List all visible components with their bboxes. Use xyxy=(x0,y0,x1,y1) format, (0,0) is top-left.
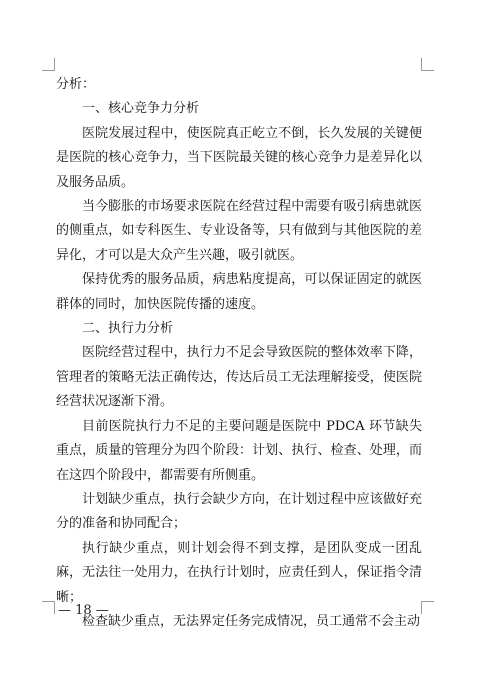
paragraph: 医院发展过程中，使医院真正屹立不倒，长久发展的关键便是医院的核心竞争力，当下医院最关键的核心竞争力是差异化以及服务品质。 xyxy=(56,125,422,190)
paragraph: 分析： xyxy=(56,77,96,92)
crop-mark-bottom-right xyxy=(421,601,434,614)
paragraph: 检查缺少重点，无法界定任务完成情况，员工通常不会主动 xyxy=(82,613,421,629)
crop-mark-top-left xyxy=(42,58,55,71)
paragraph: 执行缺少重点，则计划会得不到支撑，是团队变成一团乱麻，无法往一处用力，在执行计划时，应责任到人，保证指令清晰； xyxy=(56,540,422,605)
section-heading-execution: 二、执行力分析 xyxy=(82,321,174,337)
paragraph: 当今膨胀的市场要求医院在经营过程中需要有吸引病患就医的侧重点，如专科医生、专业设备等，只有做到与其他医院的差异化，才可以是大众产生兴趣，吸引就医。 xyxy=(56,199,422,263)
page-number: — 18 — xyxy=(58,603,109,618)
paragraph: 计划缺少重点，执行会缺少方向，在计划过程中应该做好充分的准备和协同配合； xyxy=(56,491,422,532)
paragraph: 目前医院执行力不足的主要问题是医院中 PDCA 环节缺失重点，质量的管理分为四个阶段：计划、执行、检查、处理，而在这四个阶段中，都需要有所侧重。 xyxy=(56,418,422,483)
crop-mark-bottom-left xyxy=(42,601,55,614)
body-text xyxy=(56,73,422,634)
crop-mark-top-right xyxy=(421,58,434,71)
section-heading-core-competitiveness: 一、核心竞争力分析 xyxy=(82,101,200,117)
paragraph: 保持优秀的服务品质，病患粘度提高，可以保证固定的就医群体的同时，加快医院传播的速度。 xyxy=(56,272,422,312)
paragraph: 医院经营过程中，执行力不足会导致医院的整体效率下降，管理者的策略无法正确传达，传达后员工无法理解接受，使医院经营状况逐渐下滑。 xyxy=(56,345,422,410)
